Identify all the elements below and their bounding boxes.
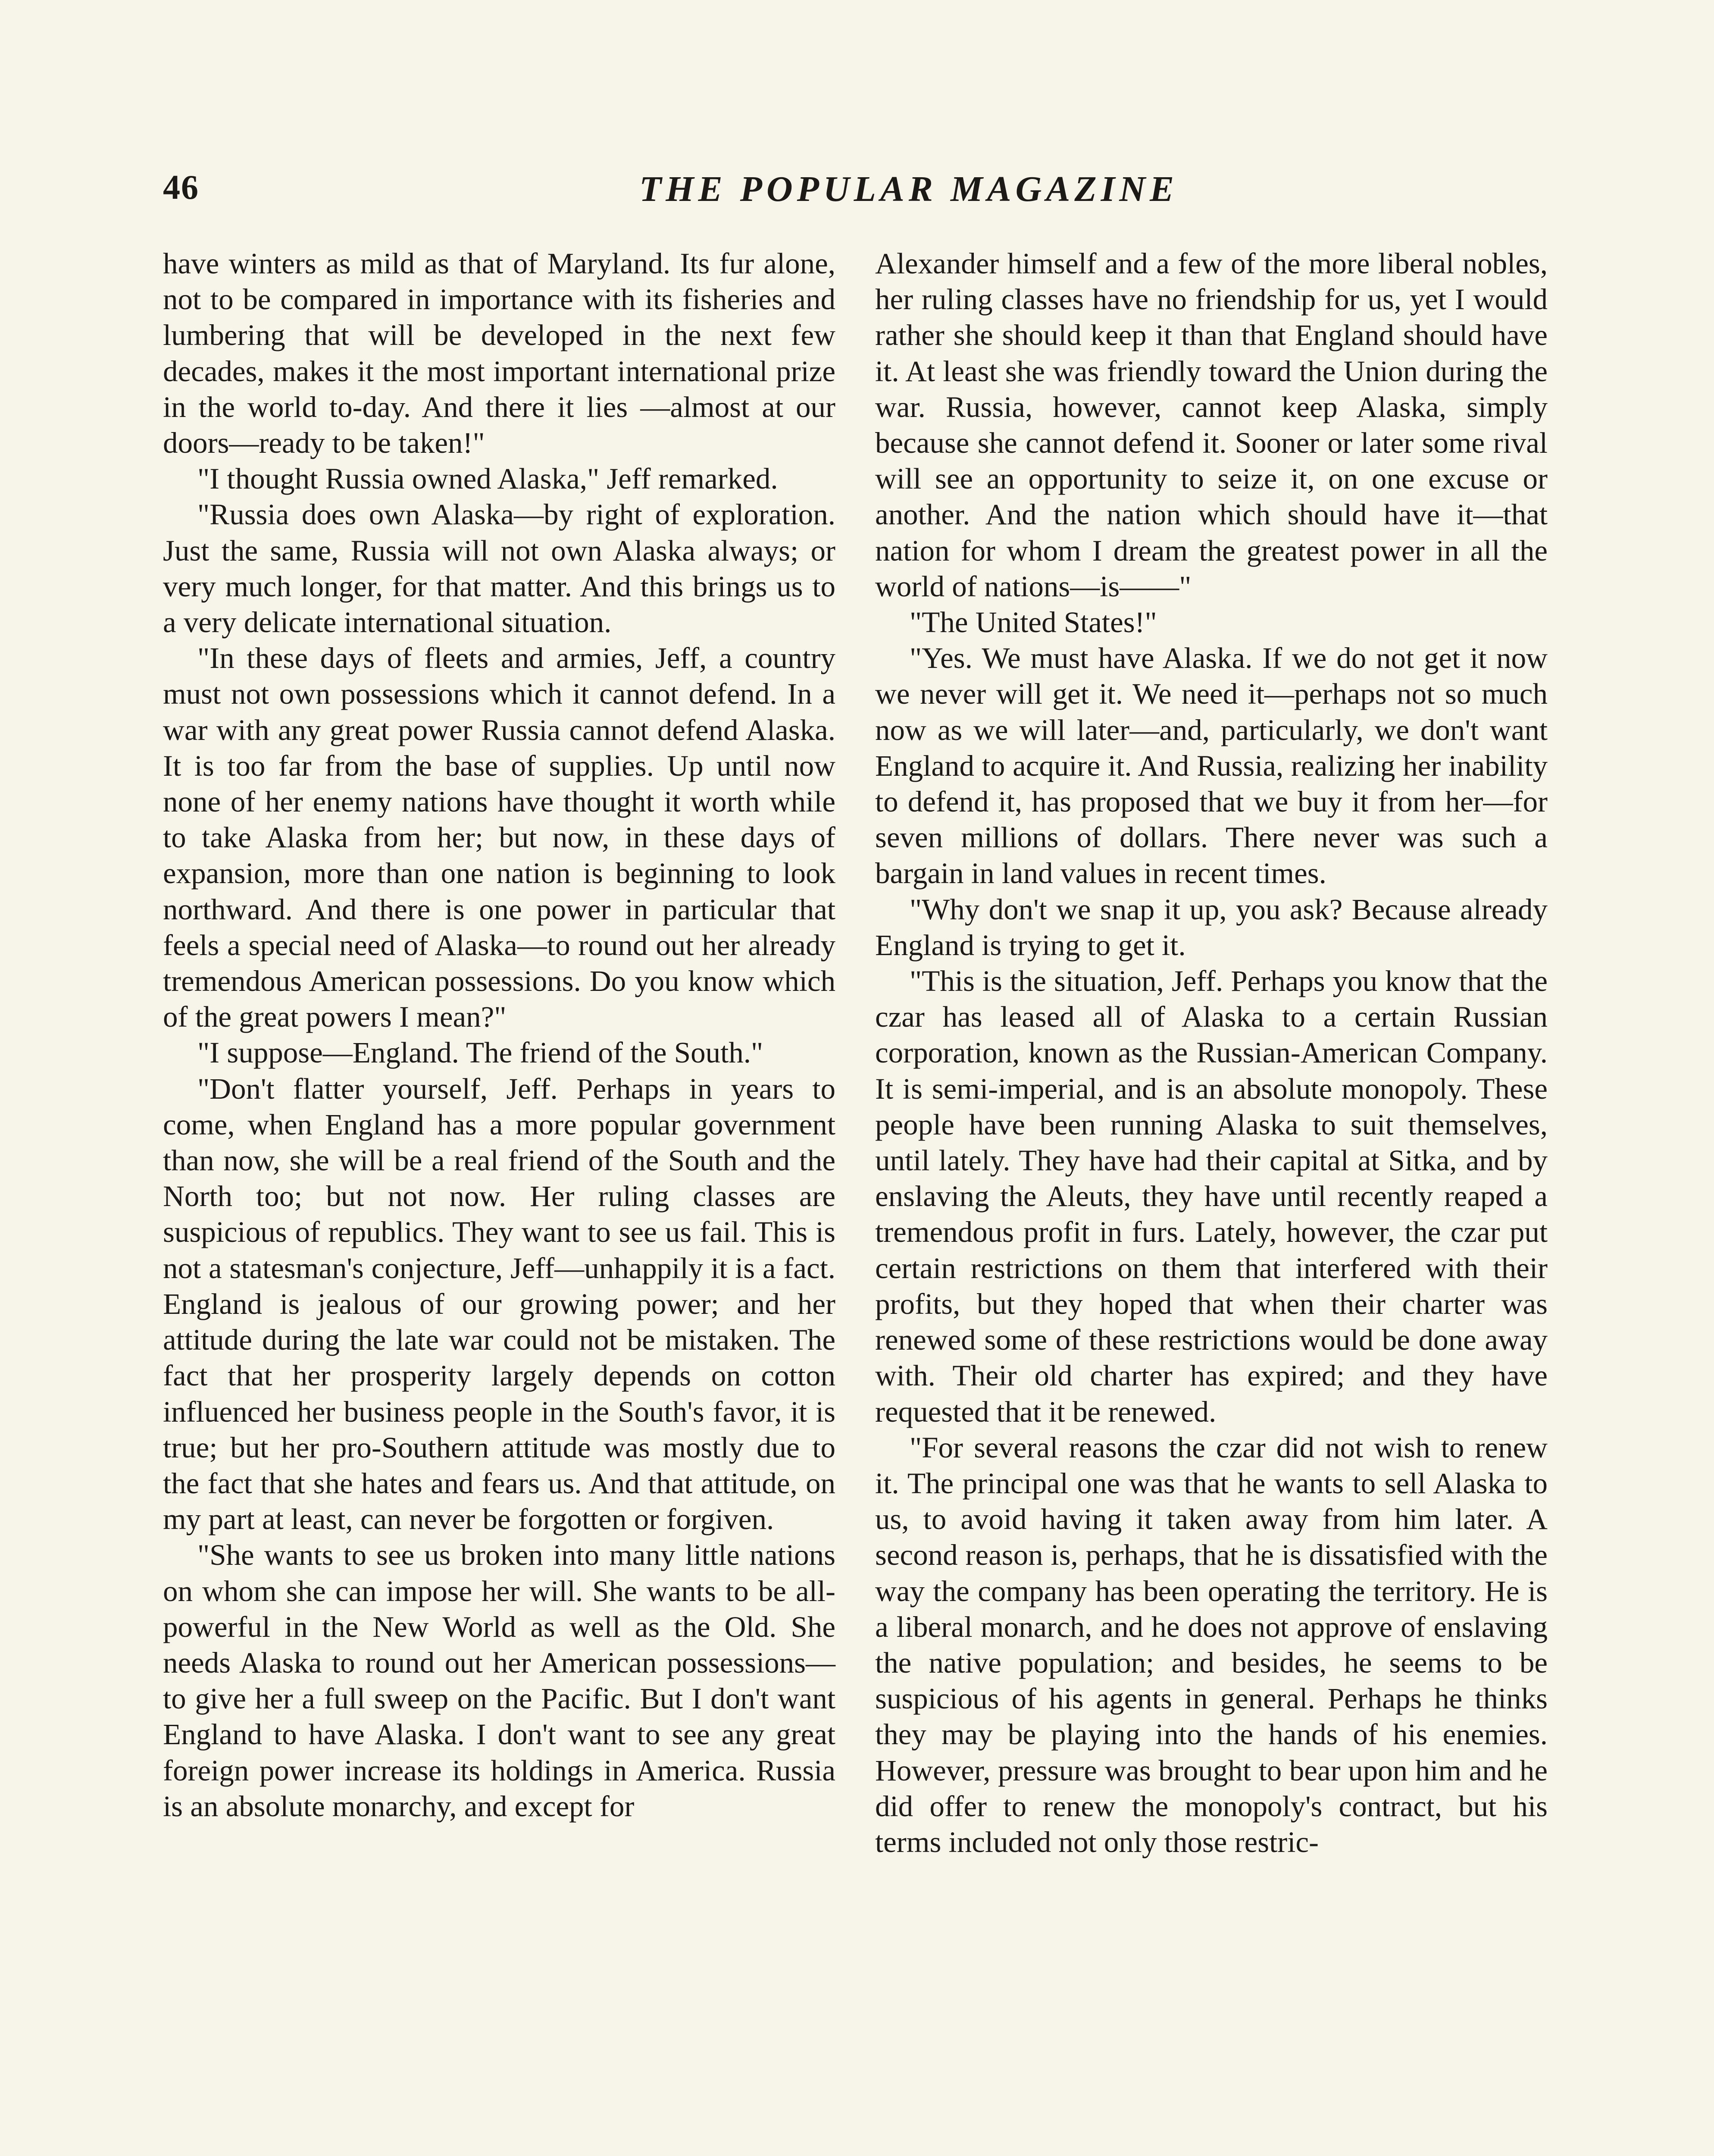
left-column: [163, 246, 835, 1824]
paragraph: "The United States!": [910, 606, 1157, 639]
paragraph: "I suppose—England. The friend of the South.": [197, 1036, 763, 1069]
paragraph: Alexander himself and a few of the more liberal nobles, her ruling classes have no friendship for us, yet I would rather she should keep it than that England should have it. At least she was friendly toward the Union during the war. Russia, however, cannot keep Alaska, simply because she cannot defend it. Sooner or later some rival will see an opportunity to seize it, on one excuse or another. And the nation which should have it—that nation for whom I dream the greatest power in all the world of nations—is——": [875, 247, 1548, 603]
paragraph: "For several reasons the czar did not wish to renew it. The principal one was that he wants to sell Alaska to us, to avoid having it taken away from him later. A second reason is, perhaps, that he is dissatisfied with the way the company has been operating the territory. He is a liberal monarch, and he does not approve of enslaving the native population; and besides, he seems to be suspicious of his agents in general. Perhaps he thinks they may be playing into the hands of his enemies. However, pressure was brought to bear upon him and he did offer to renew the monopoly's contract, but his terms included not only those restric-: [875, 1431, 1548, 1858]
paragraph: "This is the situation, Jeff. Perhaps you know that the czar has leased all of Alaska to a certain Russian corporation, known as the Russian-American Company. It is semi-imperial, and is an absolute monopoly. These people have been running Alaska to suit themselves, until lately. They have had their capital at Sitka, and by enslaving the Aleuts, they have until recently reaped a tremendous profit in furs. Lately, however, the czar put certain restrictions on them that interfered with their profits, but they hoped that when their charter was renewed some of these restrictions would be done away with. Their old charter has expired; and they have requested that it be renewed.: [875, 965, 1548, 1428]
right-column: [875, 246, 1548, 1860]
page-header: [163, 164, 1551, 224]
running-title: THE POPULAR MAGAZINE: [639, 169, 1179, 209]
paragraph: "I thought Russia owned Alaska," Jeff remarked.: [197, 462, 778, 495]
paragraph: "In these days of fleets and armies, Jeff, a country must not own possessions which it cannot defend. In a war with any great power Russia cannot defend Alaska. It is too far from the base of supplies. Up until now none of her enemy nations have thought it worth while to take Alaska from her; but now, in these days of expansion, more than one nation is beginning to look northward. And there is one power in particular that feels a special need of Alaska—to round out her already tremendous American possessions. Do you know which of the great powers I mean?": [163, 642, 835, 1034]
paragraph: have winters as mild as that of Maryland. Its fur alone, not to be compared in importance with its fisheries and lumbering that will be developed in the next few decades, makes it the most important international prize in the world to-day. And there it lies —almost at our doors—ready to be taken!": [163, 247, 835, 460]
paragraph: "Russia does own Alaska—by right of exploration. Just the same, Russia will not own Alaska always; or very much longer, for that matter. And this brings us to a very delicate international situation.: [163, 498, 835, 639]
page-number: 46: [163, 169, 199, 207]
paragraph: "She wants to see us broken into many little nations on whom she can impose her will. She wants to be all-powerful in the New World as well as the Old. She needs Alaska to round out her American possessions—to give her a full sweep on the Pacific. But I don't want England to have Alaska. I don't want to see any great foreign power increase its holdings in America. Russia is an absolute monarchy, and except for: [163, 1539, 835, 1823]
paragraph: "Why don't we snap it up, you ask? Because already England is trying to get it.: [875, 893, 1548, 962]
paragraph: "Don't flatter yourself, Jeff. Perhaps in years to come, when England has a more popular government than now, she will be a real friend of the South and the North too; but not now. Her ruling classes are suspicious of republics. They want to see us fail. This is not a statesman's conjecture, Jeff—unhappily it is a fact. England is jealous of our growing power; and her attitude during the late war could not be mistaken. The fact that her prosperity largely depends on cotton influenced her business people in the South's favor, it is true; but her pro-Southern attitude was mostly due to the fact that she hates and fears us. And that attitude, on my part at least, can never be forgotten or forgiven.: [163, 1072, 835, 1536]
paragraph: "Yes. We must have Alaska. If we do not get it now we never will get it. We need it—perhaps not so much now as we will later—and, particularly, we don't want England to acquire it. And Russia, realizing her inability to defend it, has proposed that we buy it from her—for seven millions of dollars. There never was such a bargain in land values in recent times.: [875, 642, 1548, 890]
